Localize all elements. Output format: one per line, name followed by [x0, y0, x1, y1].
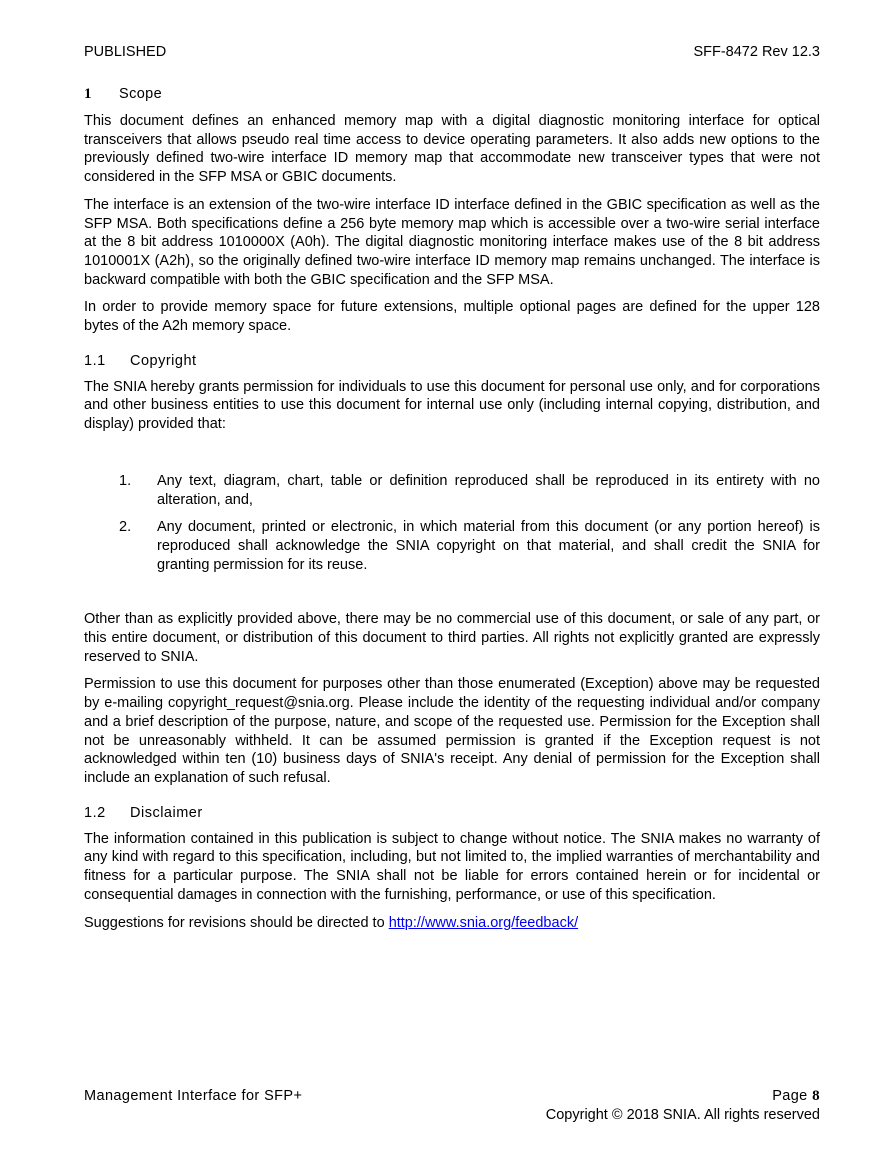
section-title: Copyright [130, 352, 197, 369]
suggestions-text: Suggestions for revisions should be directed to [84, 914, 389, 931]
footer-document-title: Management Interface for SFP+ [84, 1088, 303, 1104]
page-label: Page [772, 1088, 813, 1104]
header-doc-id: SFF-8472 Rev 12.3 [693, 44, 820, 60]
section-number: 1.2 [84, 804, 106, 821]
suggestions-paragraph [84, 914, 820, 933]
list-marker: 1. [119, 472, 132, 489]
section-1-heading [84, 86, 820, 103]
scope-paragraph-3: In order to provide memory space for future extensions, multiple optional pages are defined for the upper 128 bytes of the A2h memory space. [84, 299, 820, 335]
list-item [84, 518, 820, 574]
section-title: Scope [119, 86, 163, 102]
copyright-intro-paragraph: The SNIA hereby grants permission for individuals to use this document for personal use only, and for corporations and other business entities to use this document for internal use only (including internal copying, distribution, and display) provided that: [84, 378, 820, 433]
feedback-link[interactable]: http://www.snia.org/feedback/ [388, 914, 579, 931]
page-header [84, 44, 820, 60]
page-footer [84, 1088, 820, 1123]
scope-paragraph-2: The interface is an extension of the two-wire interface ID interface defined in the GBIC specification as well as the SFP MSA. Both specifications define a 256 byte memory map which is accessible over a two-wire serial interface at the 8 bit address 1010000X (A0h). The digital diagnostic monitoring interface makes use of the 8 bit address 1010001X (A2h), so the originally defined two-wire interface ID memory map remains unchanged. The interface is backward compatible with both the GBIC specification and the SFP MSA. [84, 196, 820, 288]
page-number: 8 [812, 1088, 820, 1104]
list-item [84, 472, 820, 509]
scope-paragraph-1: This document defines an enhanced memory map with a digital diagnostic monitoring interface for optical transceivers that allows pseudo real time access to device operating parameters. It also adds new options to the previously defined two-wire interface ID memory map that accommodate new transceiver types that were not considered in the SFP MSA or GBIC documents. [84, 113, 820, 186]
copyright-paragraph-permission: Permission to use this document for purposes other than those enumerated (Exception) above may be requested by e-mailing copyright_request@snia.org. Please include the identity of the requesting individual and/or company and a brief description of the purpose, nature, and scope of the requested use. Permission for the Exception shall not be unreasonably withheld. It can be assumed permission is granted if the Exception request is not acknowledged within ten (10) business days of SNIA's receipt. Any denial of permission for the Exception shall include an explanation of such refusal. [84, 676, 820, 786]
section-number: 1.1 [84, 352, 106, 369]
copyright-conditions-list [84, 472, 820, 575]
list-item-text: Any document, printed or electronic, in which material from this document (or any portion hereof) is reproduced shall acknowledge the SNIA copyright on that material, and shall credit the SNIA for granting permission for its reuse. [157, 519, 820, 573]
footer-copyright: Copyright © 2018 SNIA. All rights reserved [545, 1107, 820, 1123]
copyright-paragraph-commercial-use: Other than as explicitly provided above, there may be no commercial use of this document, or sale of any part, or this entire document, or distribution of this document to third parties. All rights not explicitly granted are expressly reserved to SNIA. [84, 611, 820, 665]
header-status: PUBLISHED [84, 44, 167, 60]
section-number: 1 [84, 86, 92, 102]
section-1-1-heading [84, 353, 820, 369]
list-marker: 2. [119, 519, 132, 536]
footer-page-number [772, 1088, 820, 1105]
section-title: Disclaimer [130, 804, 203, 821]
document-page [84, 0, 820, 1155]
page-content [84, 86, 820, 941]
disclaimer-paragraph: The information contained in this publication is subject to change without notice. The SNIA makes no warranty of any kind with regard to this specification, including, but not limited to, the implied warranties of merchantability and fitness for a particular purpose. The SNIA shall not be liable for errors contained herein or for incidental or consequential damages in connection with the furnishing, performance, or use of this specification. [84, 830, 820, 903]
list-item-text: Any text, diagram, chart, table or definition reproduced shall be reproduced in its entirety with no alteration, and, [157, 472, 820, 508]
section-1-2-heading [84, 805, 820, 821]
